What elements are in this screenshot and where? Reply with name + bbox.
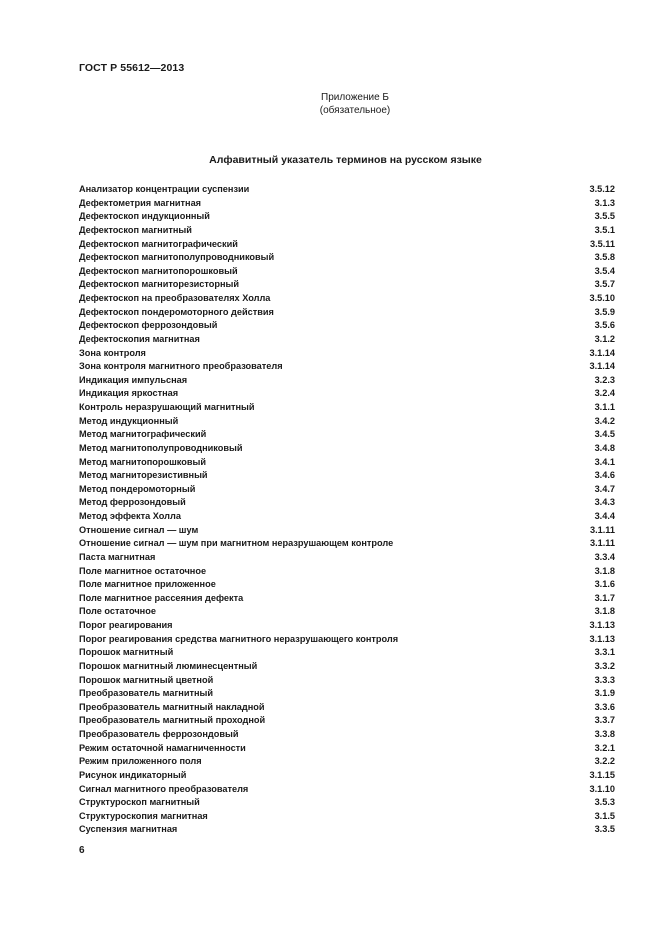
index-clause-ref: 3.4.1 [594,456,615,467]
index-clause-ref: 3.2.4 [594,388,615,399]
index-term: Режим приложенного поля [79,756,202,767]
index-term: Метод феррозондовый [79,497,186,508]
index-entry [79,524,615,538]
index-entry [79,401,615,415]
index-term: Рисунок индикаторный [79,769,187,780]
index-entry [79,197,615,211]
index-term: Дефектометрия магнитная [79,197,202,208]
index-term: Дефектоскоп магнитографический [79,238,238,249]
index-entry [79,810,615,824]
index-term: Дефектоскопия магнитная [79,333,200,344]
index-term: Метод пондеромоторный [79,483,196,494]
index-term: Дефектоскоп пондеромоторного действия [79,306,274,317]
index-term: Поле магнитное приложенное [79,579,216,590]
index-clause-ref: 3.1.8 [594,565,615,576]
index-entry [79,551,615,565]
index-entry [79,224,615,238]
index-entry [79,251,615,265]
index-clause-ref: 3.1.7 [594,592,615,603]
index-entry [79,660,615,674]
index-entry [79,319,615,333]
index-entry [79,592,615,606]
index-entry [79,510,615,524]
term-index-list [79,183,615,837]
index-entry [79,742,615,756]
index-clause-ref: 3.5.12 [589,184,615,194]
index-clause-ref: 3.5.6 [594,320,615,331]
index-clause-ref: 3.2.3 [594,374,615,385]
index-term: Суспензия магнитная [79,824,178,835]
index-term: Дефектоскоп магниторезисторный [79,279,240,290]
index-term: Дефектоскоп индукционный [79,211,210,222]
index-entry [79,428,615,442]
index-term: Зона контроля магнитного преобразователя [79,361,283,372]
index-term: Поле магнитное рассеяния дефекта [79,592,244,603]
index-entry [79,796,615,810]
index-clause-ref: 3.5.11 [589,238,615,249]
index-term: Порошок магнитный цветной [79,674,214,685]
index-term: Индикация импульсная [79,374,188,385]
index-clause-ref: 3.1.3 [594,197,615,208]
index-term: Дефектоскоп феррозондовый [79,320,218,331]
index-entry [79,496,615,510]
index-term: Метод магнитографический [79,429,207,440]
page-number: 6 [79,845,85,856]
index-entry [79,265,615,279]
index-term: Метод индукционный [79,415,179,426]
index-term: Порошок магнитный [79,647,174,658]
index-entry [79,633,615,647]
index-entry [79,728,615,742]
index-clause-ref: 3.4.7 [594,483,615,494]
index-clause-ref: 3.5.7 [594,279,615,290]
annex-title: Приложение Б [321,92,389,103]
index-entry [79,646,615,660]
index-entry [79,292,615,306]
index-clause-ref: 3.1.13 [589,620,615,630]
index-term: Метод магниторезистивный [79,470,208,481]
index-clause-ref: 3.5.4 [594,265,615,276]
index-clause-ref: 3.4.2 [594,415,615,426]
index-entry [79,183,615,197]
annex-heading [300,91,410,117]
index-term: Преобразователь магнитный проходной [79,715,266,726]
index-entry [79,306,615,320]
index-entry [79,714,615,728]
index-clause-ref: 3.2.1 [594,742,615,753]
index-term: Дефектоскоп на преобразователях Холла [79,293,271,303]
index-clause-ref: 3.1.14 [589,347,615,358]
index-clause-ref: 3.3.2 [594,660,615,671]
index-clause-ref: 3.4.3 [594,497,615,508]
index-clause-ref: 3.1.1 [594,402,615,412]
index-clause-ref: 3.4.4 [594,511,615,521]
index-clause-ref: 3.3.5 [594,824,615,835]
index-clause-ref: 3.1.5 [594,810,615,821]
index-clause-ref: 3.4.8 [594,442,615,453]
index-clause-ref: 3.1.14 [589,361,615,372]
index-entry [79,387,615,401]
index-term: Преобразователь магнитный [79,688,214,699]
index-clause-ref: 3.1.11 [589,538,615,549]
index-entry [79,769,615,783]
index-entry [79,755,615,769]
index-entry [79,701,615,715]
index-term: Преобразователь магнитный накладной [79,701,265,712]
index-clause-ref: 3.5.10 [589,293,615,303]
index-clause-ref: 3.2.2 [594,756,615,767]
index-term: Контроль неразрушающий магнитный [79,402,255,412]
index-term: Порог реагирования средства магнитного неразрушающего контроля [79,633,399,644]
index-clause-ref: 3.5.3 [594,797,615,808]
index-term: Поле остаточное [79,606,156,617]
index-entry [79,278,615,292]
index-entry [79,442,615,456]
document-header: ГОСТ Р 55612—2013 [79,62,185,74]
index-clause-ref: 3.1.10 [589,783,615,794]
index-entry [79,238,615,252]
index-entry [79,619,615,633]
index-term: Отношение сигнал — шум [79,524,199,535]
index-title: Алфавитный указатель терминов на русском языке [209,154,482,166]
index-clause-ref: 3.5.1 [594,224,615,235]
index-clause-ref: 3.5.9 [594,306,615,317]
index-entry [79,469,615,483]
index-clause-ref: 3.1.8 [594,606,615,617]
index-entry [79,537,615,551]
index-entry [79,565,615,579]
index-clause-ref: 3.3.1 [594,647,615,658]
index-term: Режим остаточной намагниченности [79,742,246,753]
index-term: Зона контроля [79,347,146,358]
index-clause-ref: 3.1.13 [589,633,615,644]
index-term: Структуроскопия магнитная [79,810,208,821]
index-term: Дефектоскоп магнитополупроводниковый [79,252,275,263]
index-clause-ref: 3.1.6 [594,579,615,590]
index-clause-ref: 3.1.9 [594,688,615,699]
index-clause-ref: 3.3.4 [594,551,615,562]
index-entry [79,687,615,701]
index-entry [79,374,615,388]
index-entry [79,783,615,797]
index-clause-ref: 3.5.5 [594,211,615,222]
index-clause-ref: 3.1.2 [594,333,615,344]
index-entry [79,605,615,619]
index-term: Поле магнитное остаточное [79,565,207,576]
index-entry [79,483,615,497]
index-clause-ref: 3.3.6 [594,701,615,712]
index-entry [79,823,615,837]
index-entry [79,578,615,592]
index-clause-ref: 3.4.5 [594,429,615,440]
index-clause-ref: 3.3.3 [594,674,615,685]
index-term: Отношение сигнал — шум при магнитном неразрушающем контроле [79,538,394,549]
index-entry [79,415,615,429]
index-entry [79,674,615,688]
index-entry [79,333,615,347]
index-term: Метод магнитополупроводниковый [79,442,243,453]
index-term: Анализатор концентрации суспензии [79,184,250,194]
index-entry [79,347,615,361]
index-term: Порог реагирования [79,620,173,630]
index-entry [79,210,615,224]
index-term: Преобразователь феррозондовый [79,729,239,739]
index-term: Метод эффекта Холла [79,511,181,521]
index-entry [79,360,615,374]
annex-status: (обязательное) [319,105,391,116]
index-term: Дефектоскоп магнитопорошковый [79,265,238,276]
index-term: Порошок магнитный люминесцентный [79,660,258,671]
index-clause-ref: 3.5.8 [594,252,615,263]
index-entry [79,456,615,470]
index-term: Паста магнитная [79,551,156,562]
index-term: Дефектоскоп магнитный [79,224,192,235]
index-term: Метод магнитопорошковый [79,456,206,467]
index-term: Структуроскоп магнитный [79,797,200,808]
index-term: Индикация яркостная [79,388,179,399]
index-clause-ref: 3.1.15 [589,769,615,780]
index-clause-ref: 3.3.8 [594,729,615,739]
index-clause-ref: 3.4.6 [594,470,615,481]
index-term: Сигнал магнитного преобразователя [79,783,249,794]
index-clause-ref: 3.3.7 [594,715,615,726]
index-clause-ref: 3.1.11 [589,524,615,535]
